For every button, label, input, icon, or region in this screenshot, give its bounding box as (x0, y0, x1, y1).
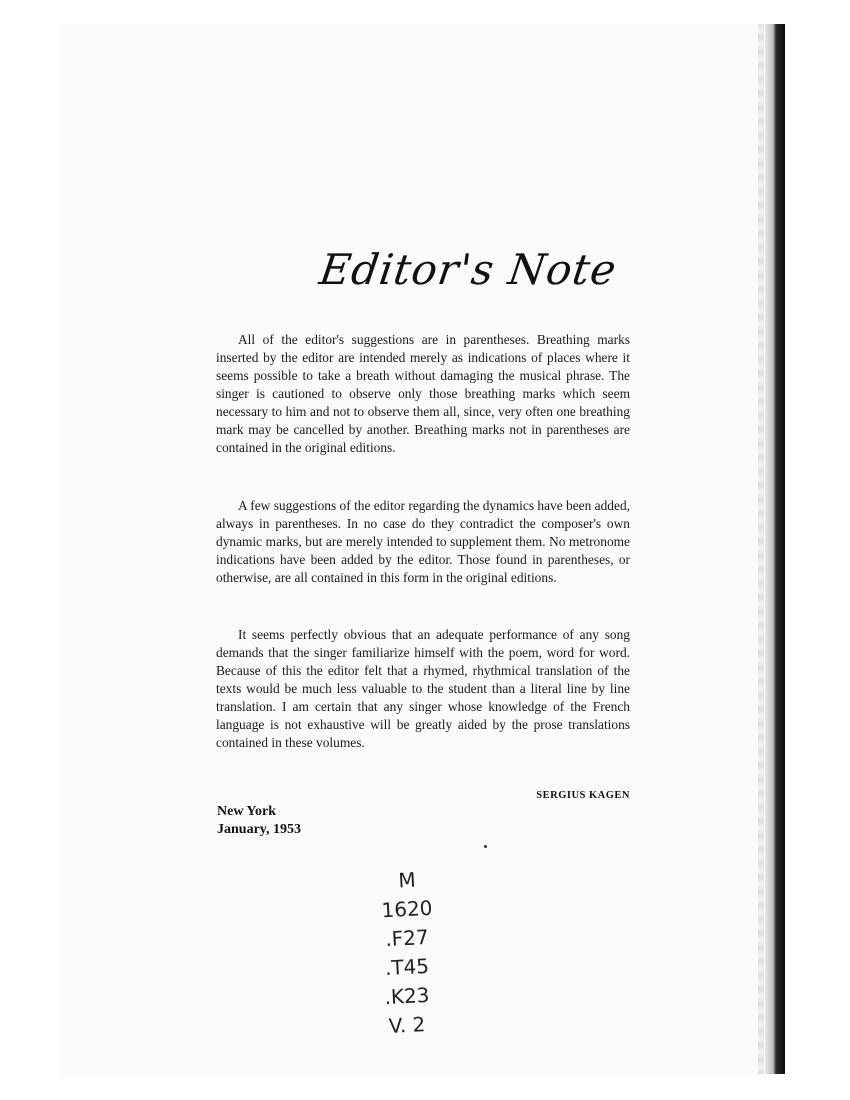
handwritten-call-number (362, 866, 452, 1040)
paragraph-dynamics: A few suggestions of the editor regarding the dynamics have been added, always in parentheses. In no case do they contradict the composer's own dynamic marks, but are merely intended to supplement them. No metronome indications have been added by the editor. Those found in parentheses, or otherwise, are all contained in this form in the original editions. (216, 498, 630, 585)
page-title: Editor's Note (316, 245, 620, 294)
place: New York (217, 804, 276, 819)
call-number-line: 1620 (380, 895, 434, 923)
call-number-line: .T45 (384, 953, 430, 981)
date: January, 1953 (217, 822, 302, 837)
ink-speck (484, 845, 487, 848)
paragraph-translations: It seems perfectly obvious that an adequate performance of any song demands that the singer familiarize himself with the poem, word for word. Because of this the editor felt that a rhymed, rhythmical translation of the texts would be much less valuable to the student than a literal line by line translation. I am certain that any singer whose knowledge of the French language is not exhaustive will be greatly aided by the prose translations contained in these volumes. (216, 627, 630, 750)
call-number-line: .K23 (383, 982, 431, 1010)
paragraph-breathing-marks: All of the editor's suggestions are in parentheses. Breathing marks inserted by the editor are intended merely as indications of places where it seems possible to take a breath without damaging the musical phrase. The singer is cautioned to observe only those breathing marks which seem necessary to him and not to observe them all, since, very often one breathing mark may be cancelled by another. Breathing marks not in parentheses are contained in the original editions. (216, 332, 630, 455)
call-number-line: .F27 (384, 924, 430, 952)
call-number-line: M (397, 867, 417, 893)
signature: SERGIUS KAGEN (536, 790, 630, 801)
place-date-block (217, 803, 301, 839)
book-spine-shadow (765, 24, 785, 1074)
page-edge (758, 24, 764, 1074)
call-number-line: V. 2 (388, 1012, 426, 1038)
